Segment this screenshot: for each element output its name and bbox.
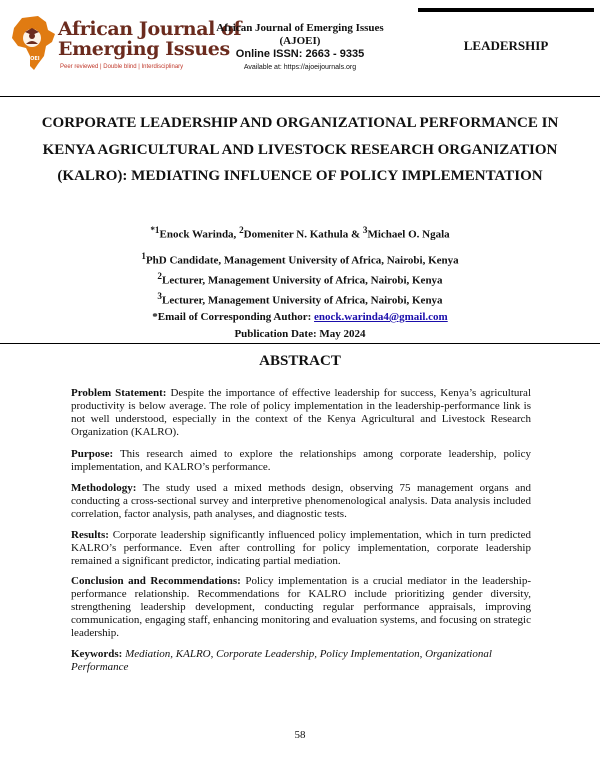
header-divider: [0, 96, 600, 97]
journal-issn: Online ISSN: 2663 - 9335: [235, 48, 365, 60]
abstract-heading: ABSTRACT: [259, 353, 341, 369]
problem-label: Problem Statement:: [71, 387, 167, 399]
author-2-sup: 2: [239, 225, 244, 235]
results-text: Corporate leadership significantly influenced policy implementation, which in turn predicted KALRO’s performance. Even after controlling for policy implementation, corporate leadership remained a significant predictor, indicating partial mediation.: [71, 529, 531, 567]
africa-map-icon: [8, 14, 58, 72]
results-label: Results:: [71, 529, 109, 541]
abstract-methodology: [71, 482, 531, 521]
abstract-results: [71, 529, 531, 568]
paper-title: CORPORATE LEADERSHIP AND ORGANIZATIONAL PERFORMANCE IN KENYA AGRICULTURAL AND LIVESTOCK RESEARCH ORGANIZATION (KALRO): MEDIATING INFLUENCE OF POLICY IMPLEMENTATION: [41, 115, 559, 184]
conclusion-text: Policy implementation is a crucial mediator in the leadership-performance relationship. Recommendations for KALRO include prioritizing gender diversity, strengthening leadership development, conducting regular performance appraisals, improving communication, engaging staff, enhancing monitoring and evaluation systems, and focusing on strategic leadership.: [71, 575, 531, 639]
author-2: Domeniter N. Kathula &: [243, 228, 363, 241]
author-3-sup: 3: [362, 225, 368, 235]
purpose-label: Purpose:: [71, 448, 114, 460]
abstract-problem: [71, 387, 531, 439]
conclusion-label: Conclusion and Recommendations:: [71, 575, 241, 587]
abstract-conclusion: [71, 575, 531, 640]
journal-name: African Journal of Emerging Issues: [216, 22, 384, 34]
page-header: [0, 0, 600, 96]
affiliation-3: [0, 291, 600, 307]
header-bar: [418, 8, 594, 12]
publication-date: Publication Date: May 2024: [234, 328, 366, 340]
keywords-text: Mediation, KALRO, Corporate Leadership, Policy Implementation, Organizational Performance: [71, 648, 492, 673]
svg-text:AJOEI: AJOEI: [24, 56, 40, 62]
affiliation-2-text: Lecturer, Management University of Africa, Nairobi, Kenya: [162, 274, 443, 287]
section-label: LEADERSHIP: [463, 38, 549, 53]
methodology-label: Methodology:: [71, 482, 137, 494]
logo-title-line2: Emerging Issues: [58, 38, 230, 60]
problem-text: Despite the importance of effective leadership for success, Kenya’s agricultural productivity is below average. The role of policy implementation in the leadership-performance link is not well understood, especially in the context of the Kenya Agricultural and Livestock Research Organization (KALRO).: [71, 387, 532, 438]
abstract-keywords: [71, 648, 531, 674]
author-3: Michael O. Ngala: [367, 228, 450, 241]
methodology-text: The study used a mixed methods design, observing 75 management organs and conducting a cross-sectional survey and interpretive phenomenological analysis. Data analysis included correlation, factor analysis, path analyses, and diagnostic tests.: [71, 482, 531, 520]
page-number: 58: [294, 729, 306, 741]
email-label: *Email of Corresponding Author:: [152, 311, 315, 323]
author-1-sup: *1: [150, 225, 160, 235]
journal-info: [205, 22, 395, 71]
affiliation-1: [0, 251, 600, 267]
logo-title-line1: African Journal of: [58, 18, 242, 40]
affiliation-1-sup: 1: [141, 251, 146, 261]
affiliation-1-text: PhD Candidate, Management University of Africa, Nairobi, Kenya: [145, 254, 459, 267]
keywords-label: Keywords:: [71, 648, 123, 660]
journal-logo: [8, 14, 242, 80]
email-link[interactable]: enock.warinda4@gmail.com: [314, 311, 448, 323]
affiliation-2-sup: 2: [157, 271, 162, 281]
journal-abbrev: (AJOEI): [279, 35, 321, 47]
abstract-purpose: [71, 448, 531, 474]
affiliation-2: [0, 271, 600, 287]
affiliation-3-text: Lecturer, Management University of Africa, Nairobi, Kenya: [162, 294, 443, 307]
author-list: [0, 225, 600, 241]
corresponding-email: [0, 311, 600, 323]
journal-url[interactable]: Available at: https://ajoeijournals.org: [243, 64, 357, 71]
abstract-divider: [0, 343, 600, 344]
affiliation-3-sup: 3: [157, 291, 162, 301]
purpose-text: This research aimed to explore the relationships among corporate leadership, policy implementation, and KALRO’s performance.: [71, 448, 531, 473]
logo-tagline: Peer reviewed | Double blind | Interdisciplinary: [60, 64, 184, 70]
author-1: Enock Warinda,: [159, 228, 240, 241]
